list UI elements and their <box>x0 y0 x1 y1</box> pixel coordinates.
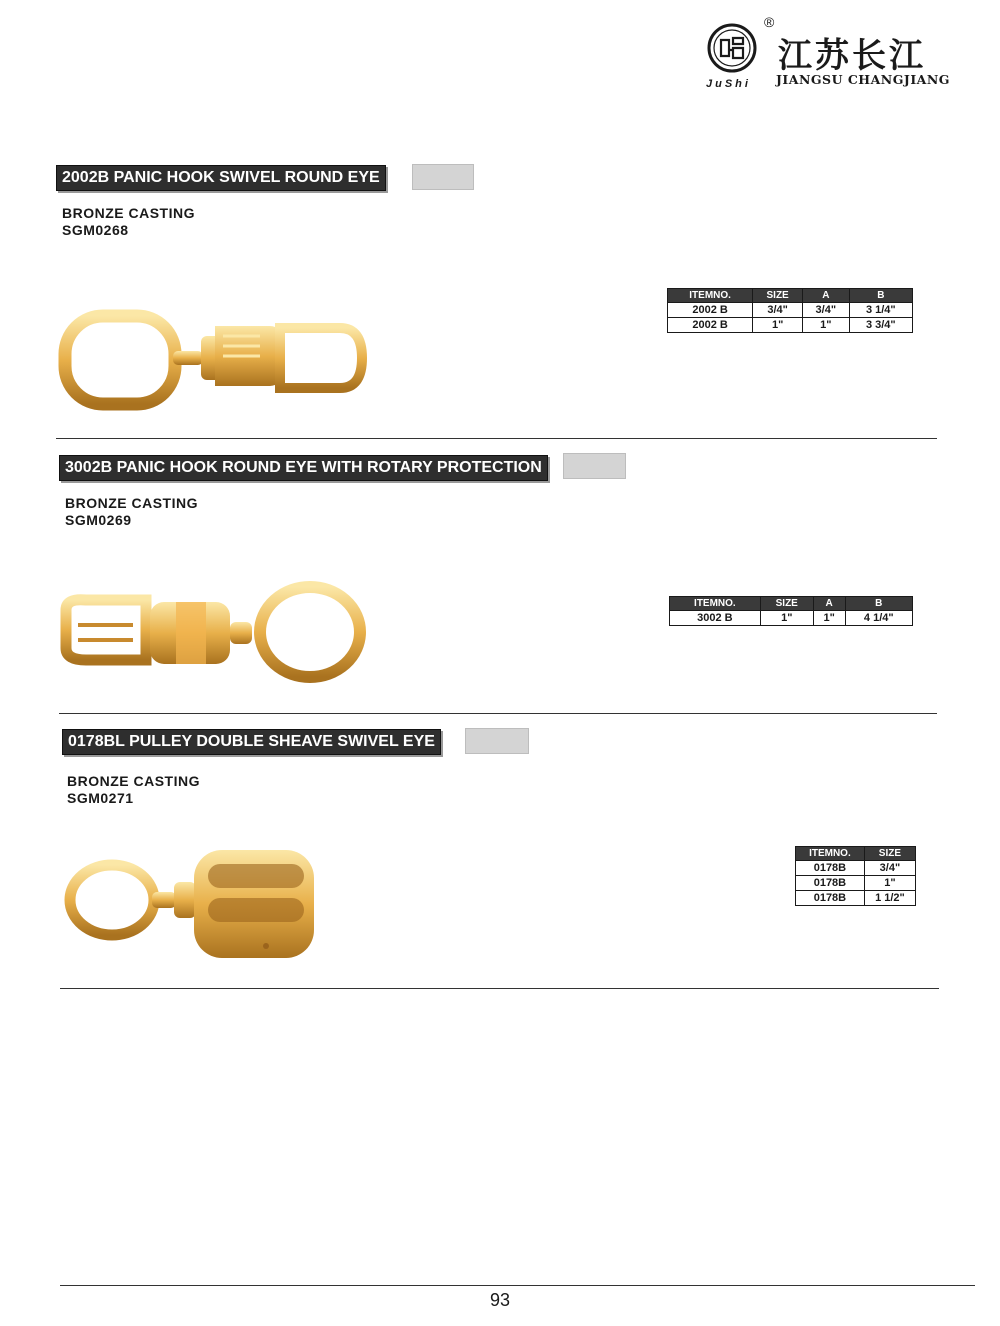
spec-table <box>667 288 913 333</box>
table-row <box>796 891 916 906</box>
spec-table <box>669 596 913 626</box>
section-divider <box>56 438 937 439</box>
section-divider <box>60 988 939 989</box>
table-cell: 1 1/2" <box>864 891 915 906</box>
footer-divider <box>60 1285 975 1286</box>
table-header: A <box>803 289 850 303</box>
table-header: SIZE <box>753 289 803 303</box>
table-header: ITEMNO. <box>668 289 753 303</box>
product-code: SGM0269 <box>65 512 132 528</box>
panic-hook-rotary-image <box>58 580 378 690</box>
table-row <box>668 318 913 333</box>
table-header: ITEMNO. <box>796 847 865 861</box>
material-label: BRONZE CASTING <box>67 773 200 789</box>
table-header: A <box>813 597 845 611</box>
table-cell: 1" <box>864 876 915 891</box>
table-row <box>668 303 913 318</box>
table-row <box>796 876 916 891</box>
brand-subtitle: JuShi <box>706 78 751 90</box>
table-header: B <box>849 289 912 303</box>
section-title: 3002B PANIC HOOK ROUND EYE WITH ROTARY PROTECTION <box>59 455 548 481</box>
table-cell: 1" <box>760 611 813 626</box>
color-swatch <box>563 453 626 479</box>
table-cell: 0178B <box>796 861 865 876</box>
table-header: SIZE <box>864 847 915 861</box>
table-cell: 1" <box>813 611 845 626</box>
brand-logo-icon <box>706 22 758 74</box>
section-title: 2002B PANIC HOOK SWIVEL ROUND EYE <box>56 165 386 191</box>
table-row <box>796 861 916 876</box>
color-swatch <box>465 728 529 754</box>
section-divider <box>59 713 937 714</box>
section-title: 0178BL PULLEY DOUBLE SHEAVE SWIVEL EYE <box>62 729 441 755</box>
table-cell: 2002 B <box>668 318 753 333</box>
product-code: SGM0271 <box>67 790 134 806</box>
table-header: B <box>845 597 912 611</box>
table-cell: 3/4" <box>864 861 915 876</box>
table-cell: 3 3/4" <box>849 318 912 333</box>
table-header: ITEMNO. <box>670 597 761 611</box>
pulley-double-sheave-image <box>62 842 327 967</box>
table-cell: 3002 B <box>670 611 761 626</box>
table-cell: 0178B <box>796 876 865 891</box>
brand-name-chinese: 江苏长江 <box>778 36 926 76</box>
page-number: 93 <box>489 1290 511 1310</box>
table-header: SIZE <box>760 597 813 611</box>
table-cell: 2002 B <box>668 303 753 318</box>
table-cell: 0178B <box>796 891 865 906</box>
registered-mark: ® <box>764 14 775 30</box>
panic-hook-swivel-image <box>55 296 375 411</box>
spec-table <box>795 846 916 906</box>
product-code: SGM0268 <box>62 222 129 238</box>
table-row <box>670 611 913 626</box>
material-label: BRONZE CASTING <box>62 205 195 221</box>
table-cell: 1" <box>753 318 803 333</box>
material-label: BRONZE CASTING <box>65 495 198 511</box>
table-cell: 3/4" <box>753 303 803 318</box>
color-swatch <box>412 164 474 190</box>
table-cell: 3 1/4" <box>849 303 912 318</box>
table-cell: 3/4" <box>803 303 850 318</box>
table-cell: 1" <box>803 318 850 333</box>
table-cell: 4 1/4" <box>845 611 912 626</box>
brand-name-english: JIANGSU CHANGJIANG <box>776 72 950 87</box>
